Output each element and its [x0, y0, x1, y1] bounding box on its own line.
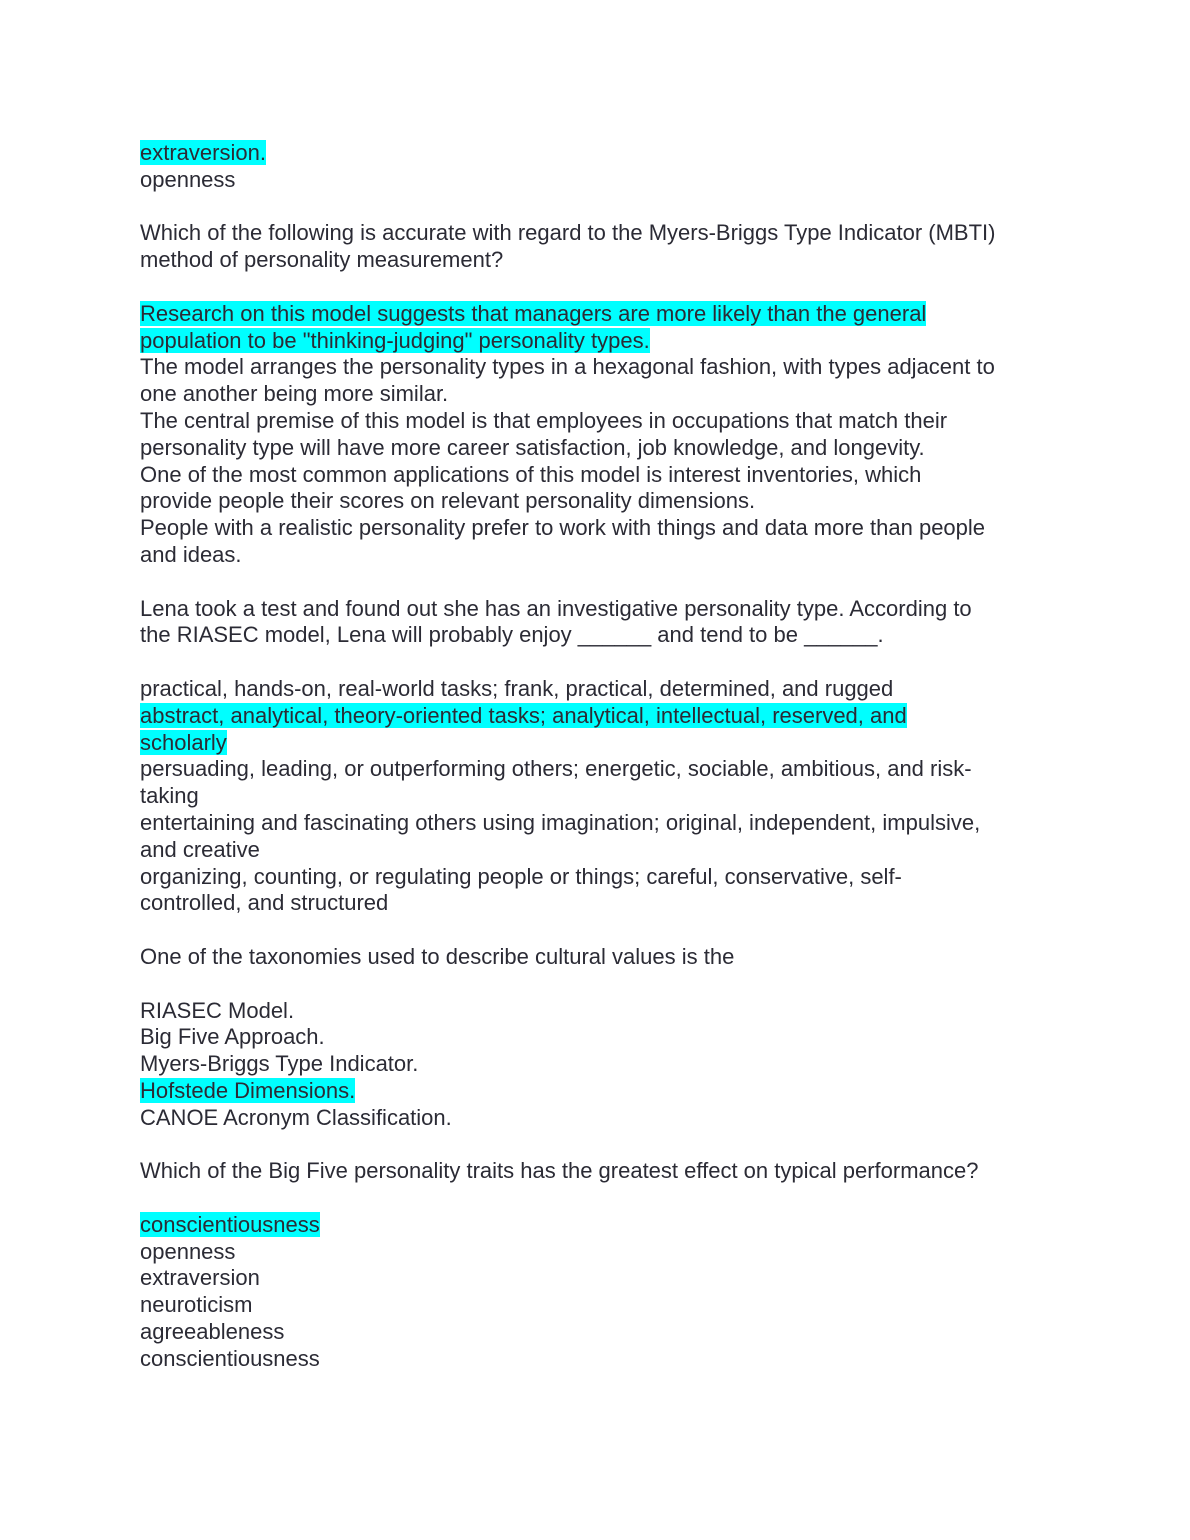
line-text: Which of the Big Five personality traits has the greatest effect on typical performance?: [140, 1158, 979, 1184]
line-text: and creative: [140, 836, 260, 862]
text-line: [140, 676, 1060, 703]
text-line: [140, 837, 1060, 864]
line-text: the RIASEC model, Lena will probably enjoy ______ and tend to be ______.: [140, 622, 884, 648]
text-line: [140, 890, 1060, 917]
text-line: [140, 247, 1060, 274]
line-text: Which of the following is accurate with regard to the Myers-Briggs Type Indicator (MBTI): [140, 220, 996, 246]
text-line: [140, 167, 1060, 194]
line-text: The model arranges the personality types in a hexagonal fashion, with types adjacent to: [140, 354, 995, 380]
line-text: extraversion.: [140, 140, 266, 165]
text-line: [140, 783, 1060, 810]
paragraph-gap: [140, 1131, 1060, 1158]
text-line: [140, 1051, 1060, 1078]
text-line: [140, 810, 1060, 837]
line-text: method of personality measurement?: [140, 247, 504, 273]
line-text: one another being more similar.: [140, 381, 449, 407]
paragraph-gap: [140, 971, 1060, 998]
line-text: RIASEC Model.: [140, 997, 295, 1023]
line-text: openness: [140, 166, 236, 192]
text-line: [140, 864, 1060, 891]
text-line: [140, 944, 1060, 971]
line-text: population to be "thinking-judging" personality types.: [140, 327, 650, 353]
text-line: [140, 408, 1060, 435]
highlighted-answer-line: [140, 328, 1060, 355]
line-text: abstract, analytical, theory-oriented tasks; analytical, intellectual, reserved, and: [140, 702, 907, 728]
text-line: [140, 756, 1060, 783]
highlighted-answer-line: [140, 730, 1060, 757]
text-line: [140, 435, 1060, 462]
document-body: [140, 140, 1060, 1373]
text-line: [140, 1265, 1060, 1292]
line-text: and ideas.: [140, 541, 242, 567]
line-text: neuroticism: [140, 1292, 253, 1318]
line-text: People with a realistic personality prefer to work with things and data more than people: [140, 515, 986, 541]
text-line: [140, 1105, 1060, 1132]
text-line: [140, 381, 1060, 408]
paragraph-gap: [140, 194, 1060, 221]
paragraph-gap: [140, 569, 1060, 596]
line-text: organizing, counting, or regulating people or things; careful, conservative, self-: [140, 863, 902, 889]
line-text: persuading, leading, or outperforming others; energetic, sociable, ambitious, and risk-: [140, 756, 972, 782]
line-text: entertaining and fascinating others using imagination; original, independent, impulsive,: [140, 809, 981, 835]
text-line: [140, 622, 1060, 649]
line-text: Big Five Approach.: [140, 1024, 325, 1050]
line-text: Research on this model suggests that managers are more likely than the general: [140, 300, 927, 326]
line-text: provide people their scores on relevant personality dimensions.: [140, 488, 756, 514]
line-text: conscientiousness: [140, 1211, 320, 1237]
line-text: openness: [140, 1238, 236, 1264]
line-text: CANOE Acronym Classification.: [140, 1104, 452, 1130]
text-line: [140, 1319, 1060, 1346]
highlighted-answer-line: [140, 140, 1060, 167]
highlighted-answer-line: [140, 703, 1060, 730]
line-text: One of the taxonomies used to describe cultural values is the: [140, 943, 735, 969]
line-text: practical, hands-on, real-world tasks; frank, practical, determined, and rugged: [140, 675, 894, 701]
line-text: The central premise of this model is that employees in occupations that match their: [140, 407, 948, 433]
text-line: [140, 1239, 1060, 1266]
highlighted-answer-line: [140, 1212, 1060, 1239]
paragraph-gap: [140, 649, 1060, 676]
paragraph-gap: [140, 274, 1060, 301]
line-text: scholarly: [140, 729, 227, 755]
text-line: [140, 1346, 1060, 1373]
text-line: [140, 462, 1060, 489]
text-line: [140, 1292, 1060, 1319]
text-line: [140, 1024, 1060, 1051]
line-text: conscientiousness: [140, 1345, 320, 1371]
line-text: Hofstede Dimensions.: [140, 1077, 356, 1103]
highlighted-answer-line: [140, 301, 1060, 328]
text-line: [140, 998, 1060, 1025]
paragraph-gap: [140, 917, 1060, 944]
text-line: [140, 542, 1060, 569]
line-text: agreeableness: [140, 1319, 285, 1345]
line-text: controlled, and structured: [140, 890, 389, 916]
line-text: extraversion: [140, 1265, 260, 1291]
line-text: taking: [140, 783, 199, 809]
line-text: Myers-Briggs Type Indicator.: [140, 1051, 419, 1077]
line-text: Lena took a test and found out she has an investigative personality type. According to: [140, 595, 972, 621]
paragraph-gap: [140, 1185, 1060, 1212]
line-text: personality type will have more career satisfaction, job knowledge, and longevity.: [140, 434, 925, 460]
text-line: [140, 596, 1060, 623]
text-line: [140, 1158, 1060, 1185]
text-line: [140, 515, 1060, 542]
text-line: [140, 354, 1060, 381]
text-line: [140, 220, 1060, 247]
highlighted-answer-line: [140, 1078, 1060, 1105]
line-text: One of the most common applications of this model is interest inventories, which: [140, 461, 922, 487]
text-line: [140, 488, 1060, 515]
